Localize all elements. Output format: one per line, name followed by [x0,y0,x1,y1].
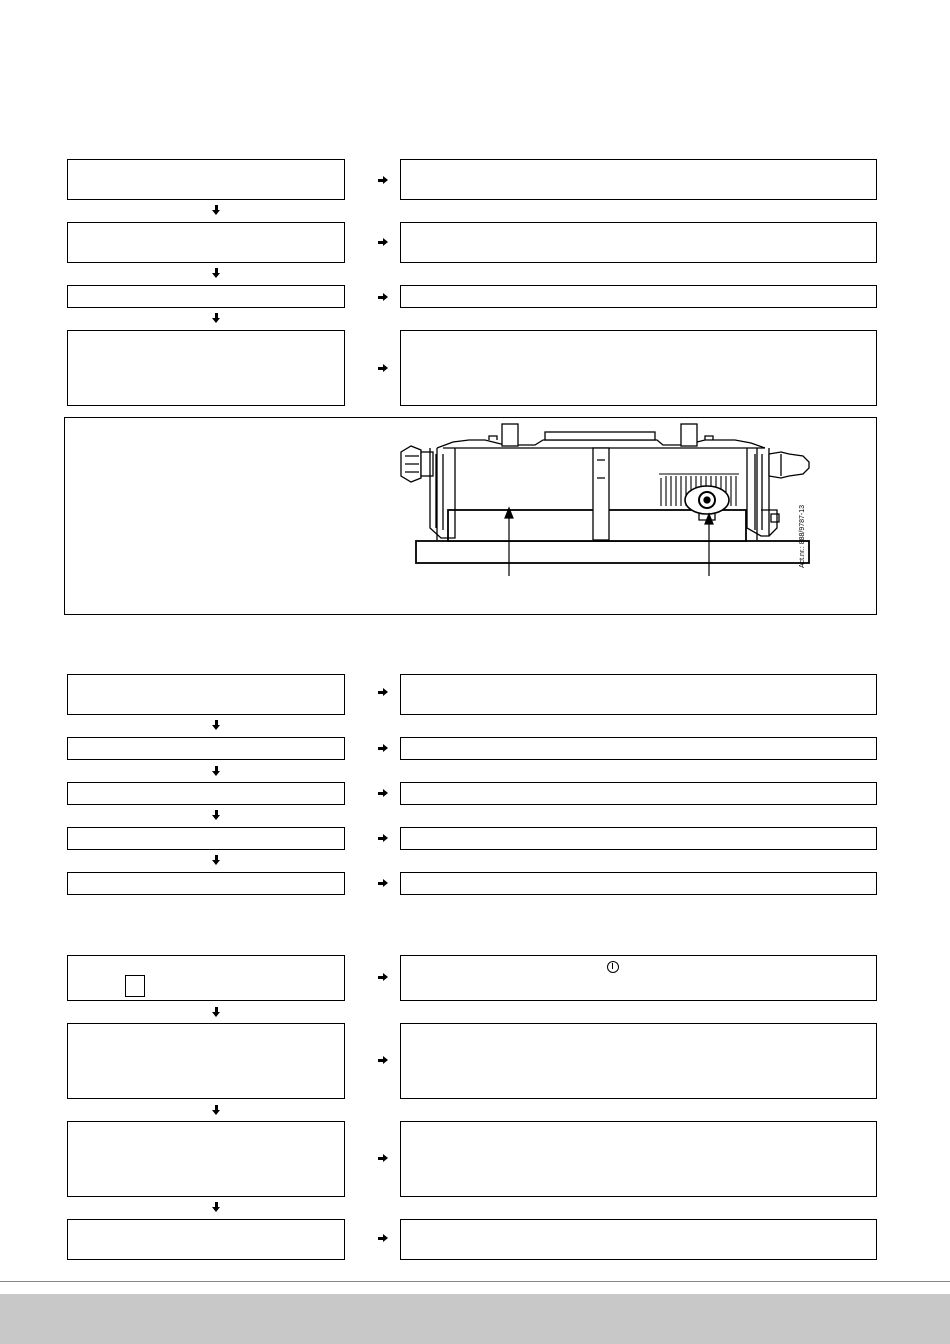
s2-step1-right-box [400,674,877,715]
s2-step5-left-box [67,872,345,895]
device-side-view-drawing [65,418,878,616]
s2-step3-left-box [67,782,345,805]
s1-step2-right-box [400,222,877,263]
s1-step3-left-box [67,285,345,308]
square-key-icon [125,975,145,997]
s1-step4-right-box [400,330,877,406]
s1-step1-left-box [67,159,345,200]
s3-step1-right-box [400,955,877,1001]
s3-step2-right-box [400,1023,877,1099]
footer-band [0,1294,950,1344]
s2-step3-right-box [400,782,877,805]
s3-step3-right-box [400,1121,877,1197]
s1-step4-left-box [67,330,345,406]
s3-step4-left-box [67,1219,345,1260]
footer-divider [0,1281,950,1282]
power-symbol-icon [607,961,619,973]
s2-step4-left-box [67,827,345,850]
s1-step1-right-box [400,159,877,200]
s3-step2-left-box [67,1023,345,1099]
s3-step3-left-box [67,1121,345,1197]
technical-drawing-panel [64,417,877,615]
s1-step3-right-box [400,285,877,308]
s2-step2-left-box [67,737,345,760]
s2-step5-right-box [400,872,877,895]
s3-step1-left-box [67,955,345,1001]
s2-step2-right-box [400,737,877,760]
s1-step2-left-box [67,222,345,263]
s2-step4-right-box [400,827,877,850]
s2-step1-left-box [67,674,345,715]
figure-reference-code: Act.nr.: 888/9787-13 [799,504,806,568]
s3-step4-right-box [400,1219,877,1260]
